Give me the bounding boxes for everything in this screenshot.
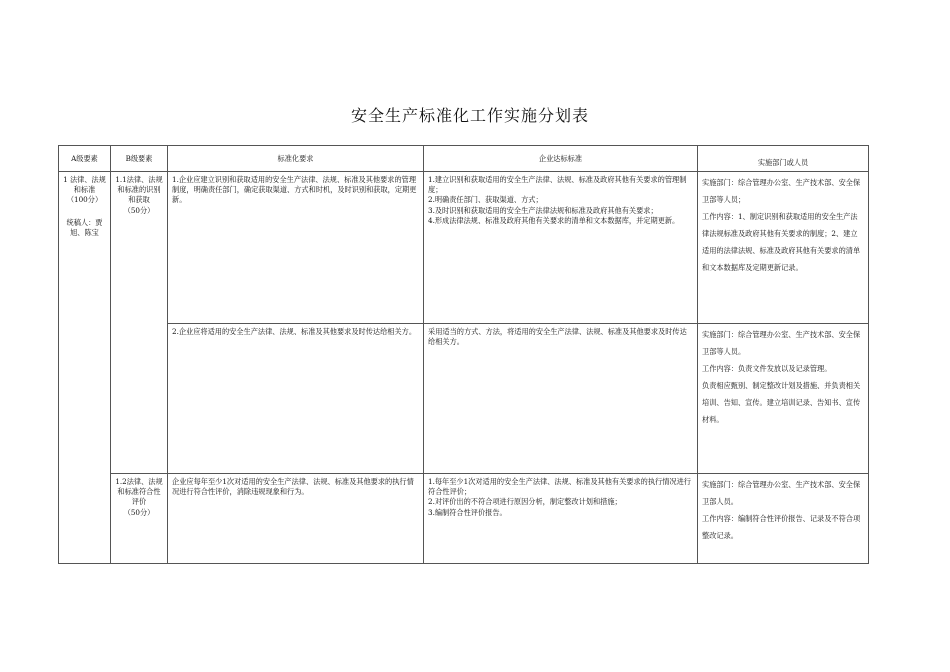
plan-table — [58, 145, 869, 564]
requirement-cell: 2.企业应将适用的安全生产法律、法规、标准及其他要求及时传达给相关方。 — [168, 324, 424, 474]
b-level-name: 1.1法律、法规和标准的识别和获取 — [115, 175, 163, 205]
work-content-text: 工作内容：负责文件发放以及记录管理。 — [702, 363, 832, 373]
department-text: 实施部门：综合管理办公室、生产技术部、安全保卫部人员。 — [702, 480, 861, 506]
department-cell — [698, 474, 869, 564]
work-content-text: 工作内容：1、制定识别和获取适用的安全生产法律法规标准及政府其他有关要求的制度；2、建立适用的法律法规、标准及政府其他有关要求的清单和文本数据库及定期更新记录。 — [702, 211, 861, 272]
department-text: 实施部门：综合管理办公室、生产技术部、安全保卫部等人员。 — [702, 330, 861, 356]
department-text: 实施部门：综合管理办公室、生产技术部、安全保卫部等人员； — [702, 178, 861, 204]
work-content-text: 工作内容：编制符合性评价报告、记录及不符合项整改记录。 — [702, 513, 861, 540]
b-level-cell — [111, 172, 168, 474]
page-title: 安全生产标准化工作实施分划表 — [350, 106, 589, 125]
b-level-cell — [111, 474, 168, 564]
header-department: 实施部门或人员 — [698, 146, 869, 172]
a-level-name: 1 法律、法规和标准 — [63, 175, 106, 195]
work-content-text-2: 负责相应甄别、制定整改计划及措施、并负责相关培训、告知、宣传。建立培训记录、告知书、宣传材料。 — [702, 380, 861, 424]
department-cell — [698, 172, 869, 324]
department-cell — [698, 324, 869, 474]
standard-cell: 1.建立识别和获取适用的安全生产法律、法规、标准及政府其他有关要求的管理制度； 2.明确责任部门、获取渠道、方式； 3.及时识别和获取适用的安全生产法律法规和标准及政府其他有关要求； 4.形成法律法规、标准及政府其他有关要求的清单和文本数据库，并定期更新。 — [424, 172, 698, 324]
a-level-cell — [59, 172, 111, 564]
header-a-level: A级要素 — [59, 146, 111, 172]
table-header-row — [59, 146, 869, 172]
header-requirement: 标准化要求 — [168, 146, 424, 172]
requirement-cell: 1.企业应建立识别和获取适用的安全生产法律、法规、标准及其他要求的管理制度，明确责任部门，确定获取渠道、方式和时机，及时识别和获取，定期更新。 — [168, 172, 424, 324]
b-level-points: （50分） — [123, 507, 155, 517]
a-level-points: （100分） — [66, 195, 103, 205]
standard-cell: 采用适当的方式、方法，将适用的安全生产法律、法规、标准及其他要求及时传达给相关方。 — [424, 324, 698, 474]
table-row — [59, 474, 869, 564]
table-row — [59, 172, 869, 324]
header-standard: 企业达标标准 — [424, 146, 698, 172]
b-level-name: 1.2法律、法规和标准符合性评价 — [115, 477, 163, 507]
b-level-points: （50分） — [123, 205, 155, 215]
drafters: 统稿人：贾旭、陈宝 — [66, 217, 103, 237]
header-b-level: B级要素 — [111, 146, 168, 172]
requirement-cell: 企业应每年至少1次对适用的安全生产法律、法规、标准及其他要求的执行情况进行符合性评价，消除违规现象和行为。 — [168, 474, 424, 564]
standard-cell: 1.每年至少1次对适用的安全生产法律、法规、标准及其他有关要求的执行情况进行符合性评价； 2.对评价出的不符合项进行原因分析，制定整改计划和措施； 3.编制符合性评价报告。 — [424, 474, 698, 564]
table-row — [59, 324, 869, 474]
